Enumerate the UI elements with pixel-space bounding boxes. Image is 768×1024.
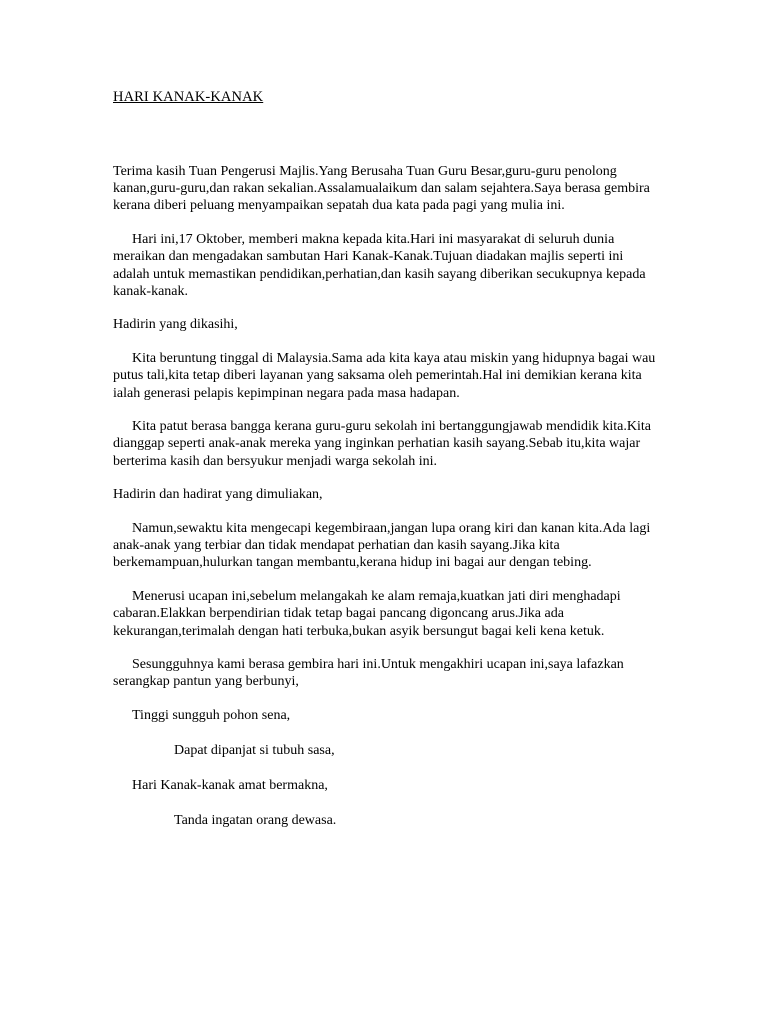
paragraph-menerusi: Menerusi ucapan ini,sebelum melangakah ke alam remaja,kuatkan jati diri menghadapi cabaran.Elakkan berpendirian tidak tetap bagai pancang digoncang arus.Jika ada kekurangan,terimalah dengan hati terbuka,bukan asyik bersungut bagai keli kena ketuk. <box>113 589 621 639</box>
document-title: HARI KANAK-KANAK <box>113 89 264 105</box>
pantun-line-3: Hari Kanak-kanak amat bermakna, <box>132 777 328 793</box>
salutation-dikasihi: Hadirin yang dikasihi, <box>113 317 238 333</box>
salutation-dimuliakan: Hadirin dan hadirat yang dimuliakan, <box>113 487 323 503</box>
pantun-line-4: Tanda ingatan orang dewasa. <box>174 812 337 828</box>
paragraph-hari-ini: Hari ini,17 Oktober, memberi makna kepada kita.Hari ini masyarakat di seluruh dunia meraikan dan mengadakan sambutan Hari Kanak-Kanak.Tujuan diadakan majlis seperti ini adalah untuk memastikan pendidikan,perhatian,dan kasih sayang diberikan secukupnya kepada kanak-kanak. <box>113 232 646 299</box>
paragraph-closing: Sesungguhnya kami berasa gembira hari ini.Untuk mengakhiri ucapan ini,saya lafazkan serangkap pantun yang berbunyi, <box>113 657 624 690</box>
pantun-line-2: Dapat dipanjat si tubuh sasa, <box>174 742 335 758</box>
paragraph-guru: Kita patut berasa bangga kerana guru-guru sekolah ini bertanggungjawab mendidik kita.Kita dianggap seperti anak-anak mereka yang inginkan perhatian kasih sayang.Sebab itu,kita wajar berterima kasih dan bersyukur menjadi warga sekolah ini. <box>113 419 651 469</box>
document-body <box>113 163 658 846</box>
pantun-line-1: Tinggi sungguh pohon sena, <box>132 708 291 724</box>
paragraph-malaysia: Kita beruntung tinggal di Malaysia.Sama ada kita kaya atau miskin yang hidupnya bagai wau putus tali,kita tetap diberi layanan yang saksama oleh pemerintah.Hal ini demikian kerana kita ialah generasi pelapis kepimpinan negara pada masa hadapan. <box>113 351 656 401</box>
paragraph-namun: Namun,sewaktu kita mengecapi kegembiraan,jangan lupa orang kiri dan kanan kita.Ada lagi anak-anak yang terbiar dan tidak mendapat perhatian dan kasih sayang.Jika kita berkemampuan,hulurkan tangan membantu,kerana hidup ini bagai aur dengan tebing. <box>113 521 651 571</box>
paragraph-opening: Terima kasih Tuan Pengerusi Majlis.Yang Berusaha Tuan Guru Besar,guru-guru penolong kanan,guru-guru,dan rakan sekalian.Assalamualaikum dan salam sejahtera.Saya berasa gembira kerana diberi peluang menyampaikan sepatah dua kata pada pagi yang mulia ini. <box>113 164 650 214</box>
